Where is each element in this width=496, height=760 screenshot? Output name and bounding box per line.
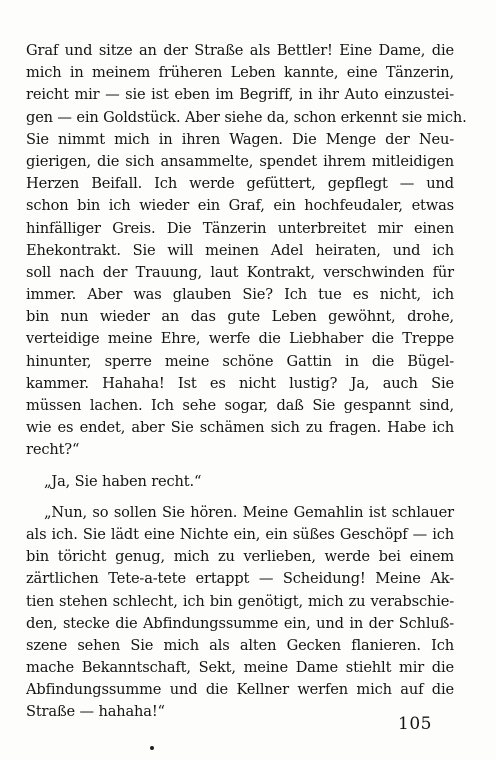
text-line: Abfindungssumme und die Kellner werfen mich auf die bbox=[26, 681, 454, 699]
text-line: zärtlichen Tete-a-tete ertappt — Scheidung! Meine Ak- bbox=[26, 570, 454, 588]
text-line: kammer. Hahaha! Ist es nicht lustig? Ja, auch Sie bbox=[26, 374, 454, 392]
paragraph-gap bbox=[26, 493, 454, 502]
text-line: Straße — hahaha!“ bbox=[26, 703, 165, 721]
text-line: tien stehen schlecht, ich bin genötigt, mich zu verabschie- bbox=[26, 592, 454, 610]
text-line: bin töricht genug, mich zu verlieben, werde bei einem bbox=[26, 548, 454, 566]
text-line: szene sehen Sie mich als alten Gecken flanieren. Ich bbox=[26, 636, 454, 654]
text-line: verteidige meine Ehre, werfe die Liebhaber die Treppe bbox=[26, 330, 454, 348]
text-line: wie es endet, aber Sie schämen sich zu fragen. Habe ich bbox=[26, 419, 454, 437]
text-line: soll nach der Trauung, laut Kontrakt, verschwinden für bbox=[26, 263, 454, 281]
page-number: 105 bbox=[398, 714, 432, 734]
text-line: Herzen Beifall. Ich werde gefüttert, gepflegt — und bbox=[26, 175, 454, 193]
text-line: müssen lachen. Ich sehe sogar, daß Sie gespannt sind, bbox=[26, 397, 454, 414]
ink-speck bbox=[150, 746, 154, 750]
text-line: als ich. Sie lädt eine Nichte ein, ein süßes Geschöpf — ich bbox=[26, 525, 454, 543]
text-line: reicht mir — sie ist eben im Begriff, in ihr Auto einzustei- bbox=[26, 86, 454, 104]
text-line: bin nun wieder an das gute Leben gewöhnt, drohe, bbox=[26, 308, 454, 326]
text-line: recht?“ bbox=[26, 441, 80, 459]
text-line: mich in meinem früheren Leben kannte, eine Tänzerin, bbox=[26, 64, 454, 82]
paragraph-gap bbox=[26, 462, 454, 471]
text-line: mache Bekanntschaft, Sekt, meine Dame stiehlt mir die bbox=[26, 659, 454, 677]
text-line: Graf und sitze an der Straße als Bettler! Eine Dame, die bbox=[26, 42, 454, 59]
text-line: hinunter, sperre meine schöne Gattin in die Bügel- bbox=[26, 352, 454, 370]
text-line: gierigen, die sich ansammelte, spendet ihrem mitleidigen bbox=[26, 152, 454, 170]
text-line: schon bin ich wieder ein Graf, ein hochfeudaler, etwas bbox=[26, 197, 454, 215]
text-line: immer. Aber was glauben Sie? Ich tue es nicht, ich bbox=[26, 286, 454, 304]
text-line: gen — ein Goldstück. Aber siehe da, schon erkennt sie mich. bbox=[26, 108, 467, 126]
text-line: „Ja, Sie haben recht.“ bbox=[44, 472, 202, 490]
text-line: den, stecke die Abfindungssumme ein, und in der Schluß- bbox=[26, 614, 454, 632]
text-line: „Nun, so sollen Sie hören. Meine Gemahlin ist schlauer bbox=[44, 503, 454, 521]
body-text bbox=[26, 40, 467, 724]
text-line: hinfälliger Greis. Die Tänzerin unterbreitet mir einen bbox=[26, 219, 454, 237]
text-line: Sie nimmt mich in ihren Wagen. Die Menge der Neu- bbox=[26, 130, 454, 148]
text-line: Ehekontrakt. Sie will meinen Adel heiraten, und ich bbox=[26, 241, 454, 259]
